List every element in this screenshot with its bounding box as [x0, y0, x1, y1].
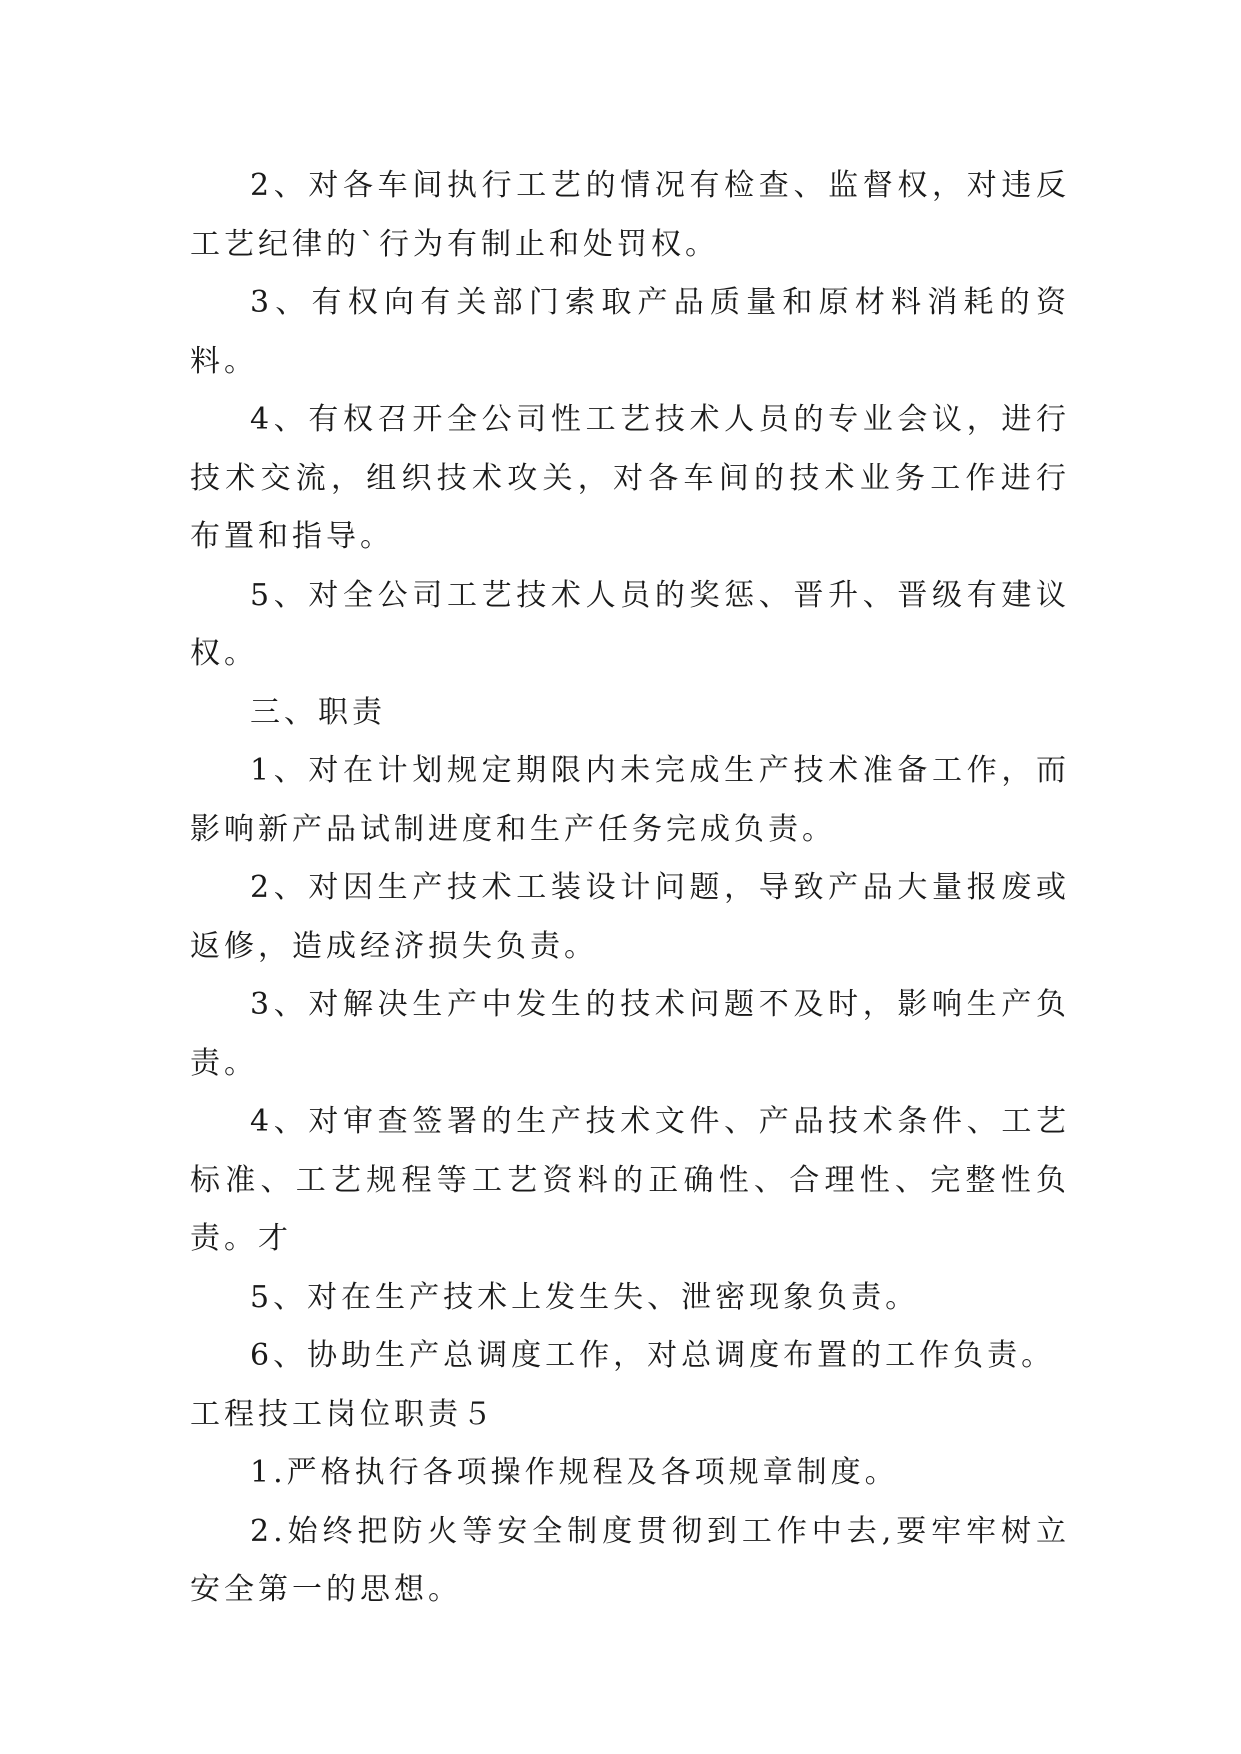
- document-body: [190, 157, 1070, 1620]
- section-heading-duties: 三、职责: [250, 694, 386, 730]
- paragraph-rule-2: 2.始终把防火等安全制度贯彻到工作中去,要牢牢树立安全第一的思想。: [190, 1513, 1070, 1607]
- paragraph-duty-2: 2、对因生产技术工装设计问题，导致产品大量报废或返修，造成经济损失负责。: [190, 870, 1070, 964]
- paragraph-authority-3: 3、有权向有关部门索取产品质量和原材料消耗的资料。: [190, 285, 1070, 379]
- paragraph-authority-2: 2、对各车间执行工艺的情况有检查、监督权，对违反工艺纪律的`行为有制止和处罚权。: [190, 168, 1070, 262]
- paragraph-duty-4: 4、对审查签署的生产技术文件、产品技术条件、工艺标准、工艺规程等工艺资料的正确性、合理性、完整性负责。才: [190, 1104, 1070, 1256]
- paragraph-duty-3: 3、对解决生产中发生的技术问题不及时，影响生产负责。: [190, 987, 1070, 1081]
- paragraph-duty-5: 5、对在生产技术上发生失、泄密现象负责。: [250, 1279, 920, 1315]
- section-title-job-duties-5: 工程技工岗位职责５: [190, 1396, 496, 1432]
- paragraph-authority-4: 4、有权召开全公司性工艺技术人员的专业会议，进行技术交流，组织技术攻关，对各车间的技术业务工作进行布置和指导。: [190, 402, 1070, 554]
- paragraph-duty-6: 6、协助生产总调度工作，对总调度布置的工作负责。: [250, 1338, 1056, 1373]
- paragraph-authority-5: 5、对全公司工艺技术人员的奖惩、晋升、晋级有建议权。: [190, 577, 1070, 671]
- paragraph-rule-1: 1.严格执行各项操作规程及各项规章制度。: [250, 1455, 899, 1490]
- paragraph-duty-1: 1、对在计划规定期限内未完成生产技术准备工作，而影响新产品试制进度和生产任务完成负责。: [190, 753, 1070, 847]
